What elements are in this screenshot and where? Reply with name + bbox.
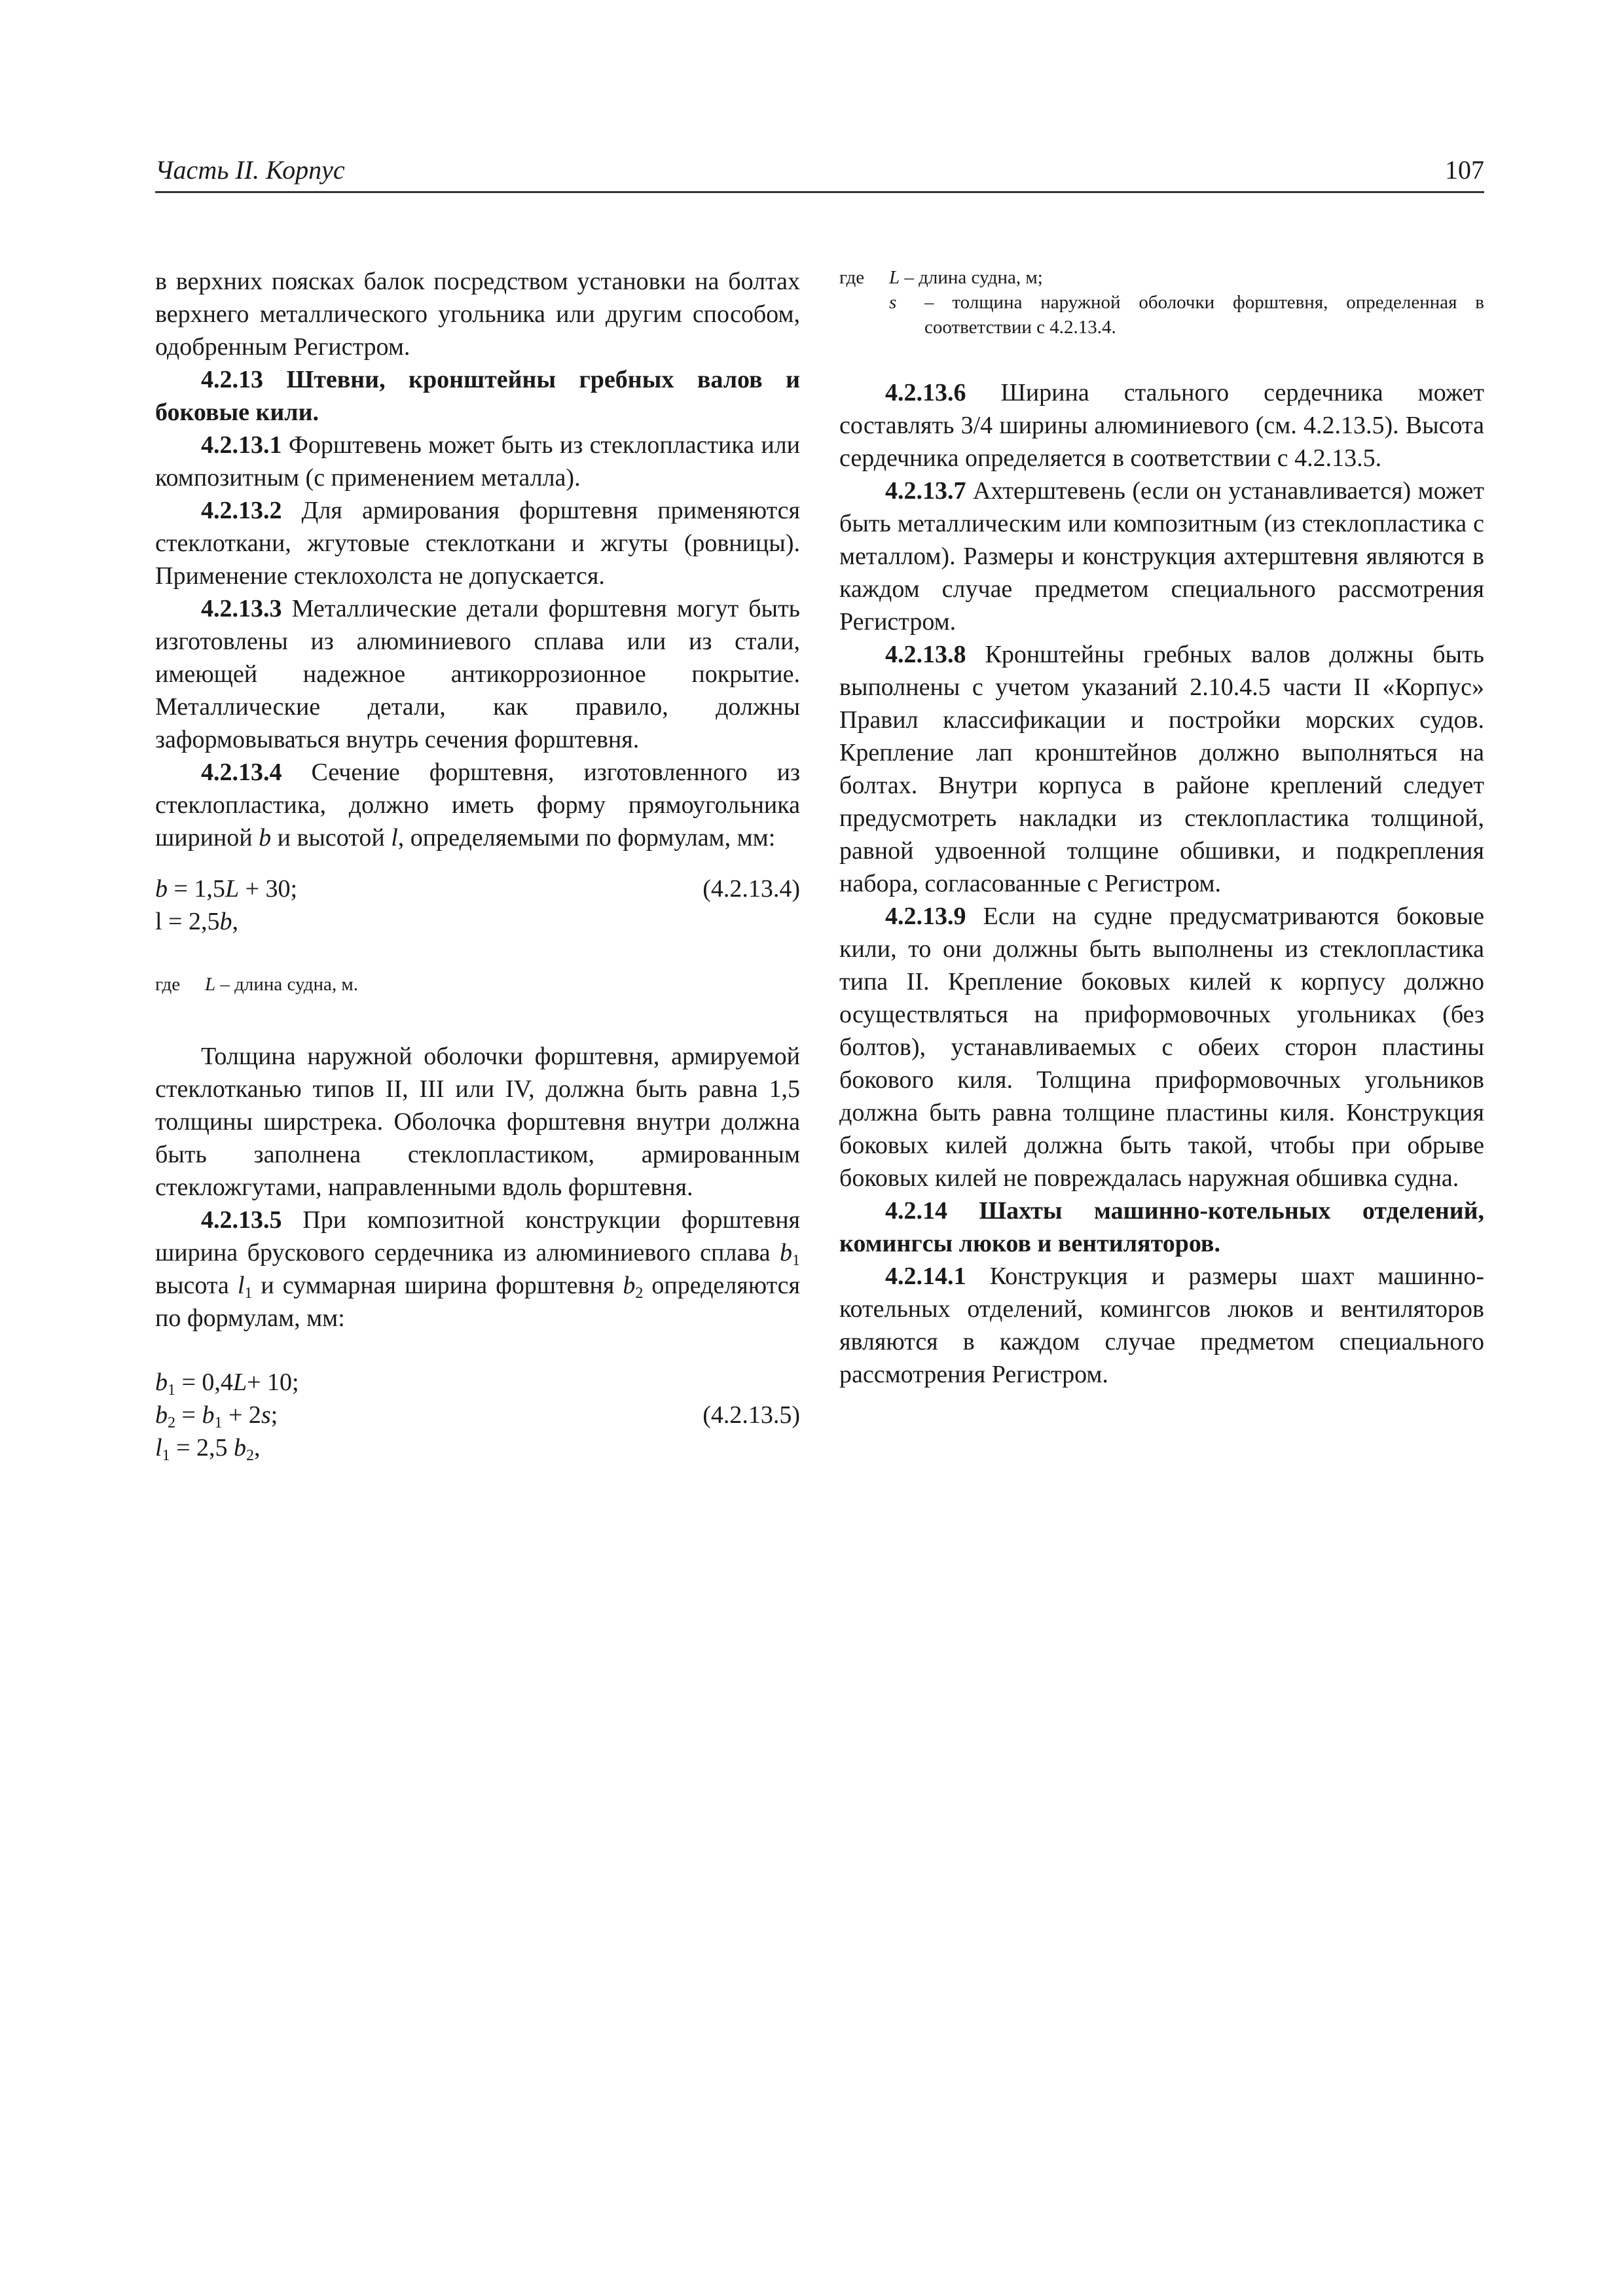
symbol-L: L: [232, 1369, 247, 1396]
formula-l1: [155, 1431, 800, 1464]
formula-l1-expr: [155, 1431, 261, 1464]
symbol-L: L: [225, 875, 240, 903]
paragraph-4-2-13-7: [839, 475, 1484, 638]
paragraph-4-2-13-6: [839, 376, 1484, 475]
page-number: 107: [1445, 155, 1484, 185]
clause-number: 4.2.13.3: [201, 595, 282, 622]
formula-text: ,: [232, 908, 238, 935]
symbol-b2: b: [623, 1272, 636, 1299]
symbol-b: b: [259, 824, 272, 852]
where-row-s: [839, 290, 1484, 340]
section-heading-4-2-13: 4.2.13 Штевни, кронштейны гребных валов и боковые кили.: [155, 366, 800, 426]
formula-text: ,: [254, 1434, 261, 1462]
subscript: 1: [168, 1382, 175, 1399]
formula-l: [155, 905, 800, 938]
clause-text: Ахтерштевень (если он устанавливается) может быть металлическим или композитным (из стеклопластика с металлом). Размеры и конструкция ахтерштевня являются в каждом случае предметом специального рассмотрения Регистром.: [839, 477, 1484, 636]
where-text: – толщина наружной оболочки форштевня, определенная в соответствии с 4.2.13.4.: [924, 292, 1484, 338]
formula-number: (4.2.13.4): [702, 875, 800, 903]
formula-b: [155, 872, 297, 905]
symbol-L: L: [889, 267, 900, 288]
paragraph-4-2-13-4: [155, 756, 800, 854]
clause-number: 4.2.13.7: [885, 477, 966, 505]
formula-b1: [155, 1366, 800, 1399]
formula-text: ;: [270, 1401, 278, 1429]
subscript: 1: [162, 1447, 170, 1464]
formula-number: (4.2.13.5): [702, 1401, 800, 1429]
formula-b2-expr: [155, 1399, 278, 1431]
clause-number: 4.2.13.1: [201, 431, 282, 459]
paragraph-4-2-13-3: [155, 592, 800, 756]
symbol-s: s: [261, 1401, 271, 1429]
symbol-s: s: [889, 292, 897, 313]
clause-text: Кронштейны гребных валов должны быть выполнены с учетом указаний 2.10.4.5 части II «Корпус» Правил классификации и постройки морских судов. Крепление лап кронштейнов должно выполняться на болтах. Внутри корпуса в районе креплений следует предусмотреть накладки из стеклопластика толщиной, равной удвоенной толщине обшивки, и подкрепления набора, согласованные с Регистром.: [839, 641, 1485, 897]
symbol-b: b: [155, 1401, 168, 1429]
symbol-l: l: [391, 824, 398, 852]
symbol-L: L: [205, 974, 216, 995]
where-label: где: [839, 267, 865, 288]
clause-number: 4.2.13.8: [885, 641, 966, 668]
clause-text: Сечение форштевня, изготовленного из стеклопластика, должно иметь форму прямоугольника шириной: [155, 759, 800, 852]
subscript: 1: [214, 1414, 223, 1431]
clause-text: и суммарная ширина форштевня: [252, 1272, 615, 1299]
clause-number: 4.2.13.9: [885, 903, 966, 930]
paragraph-continuation: в верхних поясках балок посредством установки на болтах верхнего металлического угольника или другим способом, одобренным Регистром.: [155, 268, 800, 361]
clause-number: 4.2.13.6: [885, 379, 966, 406]
formula-text: + 10;: [247, 1369, 299, 1396]
formula-text: = 0,4: [175, 1369, 233, 1396]
paragraph-shell-thickness: Толщина наружной оболочки форштевня, армируемой стеклотканью типов II, III или IV, должна быть равна 1,5 толщины ширстрека. Оболочка форштевня внутри должна быть заполнена стеклопластиком, армированным стекложгутами, направленными вдоль форштевня.: [155, 1043, 800, 1201]
clause-number: 4.2.14.1: [885, 1263, 966, 1290]
paragraph-4-2-13-1: [155, 429, 800, 494]
running-title: Часть II. Корпус: [155, 155, 345, 185]
formula-b2: [155, 1399, 800, 1431]
where-clause-1: [155, 972, 800, 997]
symbol-b: b: [202, 1401, 215, 1429]
clause-text: Конструкция и размеры шахт машинно-котельных отделений, комингсов люков и вентиляторов являются в каждом случае предметом специального рассмотрения Регистром.: [839, 1263, 1484, 1388]
clause-number: 4.2.13.2: [201, 497, 282, 524]
clause-text: высота: [155, 1272, 229, 1299]
clause-text: Форштевень может быть из стеклопластика или композитным (с применением металла).: [155, 431, 801, 492]
clause-text: Для армирования форштевня применяются стеклоткани, жгутовые стеклоткани и жгуты (ровницы). Применение стеклохолста не допускается.: [155, 497, 800, 590]
subscript: 2: [246, 1447, 254, 1464]
symbol-b: b: [219, 908, 232, 935]
page-header: [155, 152, 1484, 193]
subscript: 2: [635, 1285, 644, 1302]
formula-text: = 1,5: [168, 875, 225, 903]
formula-text: l = 2,5: [155, 908, 220, 935]
formula-l-expr: [155, 905, 238, 938]
right-column: [839, 265, 1484, 1391]
formula-text: + 30;: [239, 875, 298, 903]
clause-text: и высотой: [277, 824, 385, 852]
subscript: 2: [168, 1414, 175, 1431]
paragraph-4-2-14-1: [839, 1260, 1484, 1391]
where-text: – длина судна, м.: [215, 974, 358, 995]
where-text: – длина судна, м;: [900, 267, 1043, 288]
where-clause-2: [839, 265, 1484, 340]
clause-number: 4.2.13.5: [201, 1206, 282, 1234]
symbol-b: b: [155, 1369, 168, 1396]
where-row-L: [839, 265, 1484, 290]
clause-text: , определяемыми по формулам, мм:: [397, 824, 776, 852]
formula-4-2-13-4: [155, 872, 800, 905]
formula-b1-expr: [155, 1366, 299, 1399]
clause-text: Если на судне предусматриваются боковые кили, то они должны быть выполнены из стеклопластика типа II. Крепление боковых килей к корпусу должно осуществляться на приформовочных угольниках (без болтов), устанавливаемых с обеих сторон пластины бокового киля. Толщина приформовочных угольников должна быть равна толщине пластины киля. Конструкция боковых килей должна быть такой, чтобы при обрыве боковых килей не повреждалась наружная обшивка судна.: [839, 903, 1484, 1192]
symbol-l: l: [155, 1434, 162, 1462]
symbol-l1: l: [237, 1272, 245, 1299]
where-label: где: [155, 974, 181, 995]
subscript: 1: [792, 1252, 801, 1269]
symbol-b1: b: [780, 1239, 793, 1266]
left-column: [155, 265, 800, 1464]
clause-text: определяются по формулам, мм:: [155, 1272, 801, 1332]
formula-text: + 2: [222, 1401, 261, 1429]
clause-text: Металлические детали форштевня могут быть изготовлены из алюминиевого сплава или из стали, имеющей надежное антикоррозионное покрытие. Металлические детали, как правило, должны заформовываться внутрь сечения форштевня.: [155, 595, 801, 753]
section-heading-4-2-14: 4.2.14 Шахты машинно-котельных отделений, комингсы люков и вентиляторов.: [839, 1197, 1484, 1257]
symbol-b: b: [155, 875, 168, 903]
paragraph-4-2-13-2: [155, 494, 800, 592]
symbol-b: b: [234, 1434, 246, 1462]
formula-text: = 2,5: [170, 1434, 234, 1462]
formula-text: =: [175, 1401, 202, 1429]
clause-number: 4.2.13.4: [201, 759, 282, 786]
subscript: 1: [244, 1285, 253, 1302]
clause-text: При композитной конструкции форштевня ширина брускового сердечника из алюминиевого сплава: [155, 1206, 801, 1266]
paragraph-4-2-13-8: [839, 638, 1484, 900]
clause-text: Ширина стального сердечника может составлять 3/4 ширины алюминиевого (см. 4.2.13.5). Высота сердечника определяется в соответствии с 4.2.13.5.: [839, 379, 1484, 472]
paragraph-4-2-13-9: [839, 900, 1484, 1194]
paragraph-4-2-13-5: [155, 1204, 800, 1335]
